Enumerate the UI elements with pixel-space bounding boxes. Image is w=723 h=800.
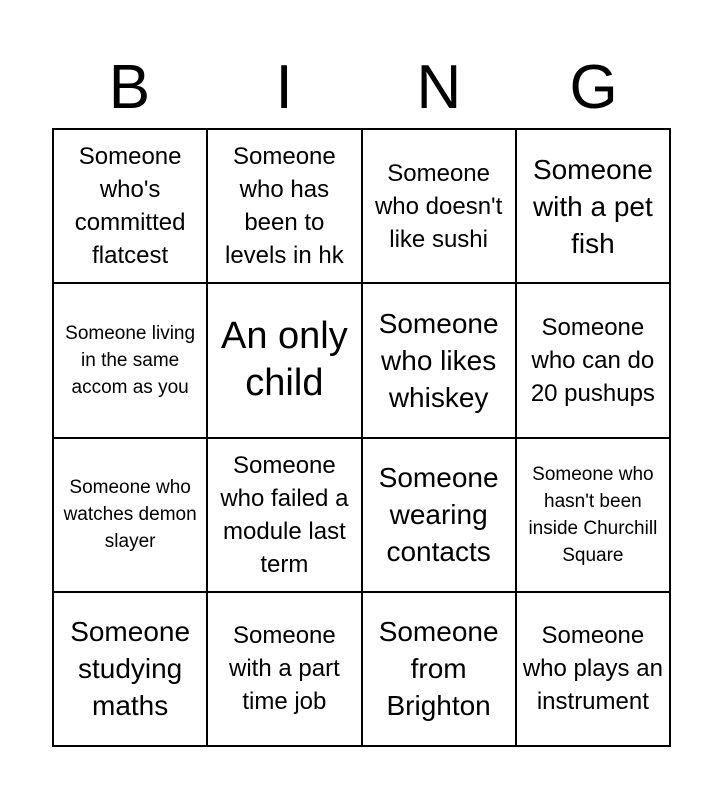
bingo-cell[interactable]	[362, 129, 516, 283]
bingo-cell[interactable]	[207, 592, 361, 746]
bingo-header	[52, 50, 671, 126]
bingo-cell-text: Someone who can do 20 pushups	[530, 313, 655, 407]
bingo-cell[interactable]	[53, 129, 207, 283]
bingo-cell[interactable]	[516, 129, 670, 283]
bingo-cell[interactable]	[362, 283, 516, 437]
bingo-cell[interactable]	[53, 592, 207, 746]
bingo-cell-text: Someone who watches demon slayer	[63, 477, 197, 553]
bingo-cell-text: Someone who's committed flatcest	[74, 143, 186, 270]
bingo-cell[interactable]	[516, 283, 670, 437]
bingo-cell-text: Someone living in the same accom as you	[65, 322, 196, 398]
bingo-cell-text: Someone who has been to levels in hk	[225, 143, 344, 270]
header-letter-g: G	[569, 53, 618, 122]
bingo-cell-text: Someone who hasn't been inside Churchill Square	[528, 463, 658, 566]
bingo-cell-text: Someone who doesn't like sushi	[374, 159, 503, 253]
bingo-cell-text: Someone who plays an instrument	[522, 622, 663, 716]
bingo-cell-text: Someone who failed a module last term	[220, 451, 349, 578]
header-letter-i: I	[275, 53, 293, 122]
bingo-cell[interactable]	[516, 592, 670, 746]
bingo-cell[interactable]	[53, 283, 207, 437]
bingo-cell-text: Someone with a pet fish	[532, 153, 653, 259]
bingo-cell[interactable]	[53, 438, 207, 592]
bingo-cell-text: Someone who likes whiskey	[378, 307, 499, 413]
bingo-cell[interactable]	[362, 438, 516, 592]
bingo-cell[interactable]	[362, 592, 516, 746]
bingo-cell[interactable]	[207, 438, 361, 592]
header-letter-n: N	[416, 53, 462, 122]
bingo-cell[interactable]	[207, 283, 361, 437]
bingo-cell-text: Someone studying maths	[70, 616, 191, 722]
bingo-cell-text: An only child	[221, 315, 348, 405]
bingo-cell-text: Someone with a part time job	[229, 622, 340, 716]
bingo-cell[interactable]	[207, 129, 361, 283]
bingo-cell-text: Someone wearing contacts	[378, 462, 499, 568]
bingo-cell-text: Someone from Brighton	[378, 616, 499, 722]
bingo-cell[interactable]	[516, 438, 670, 592]
header-letter-b: B	[108, 53, 151, 122]
bingo-grid	[52, 128, 671, 747]
